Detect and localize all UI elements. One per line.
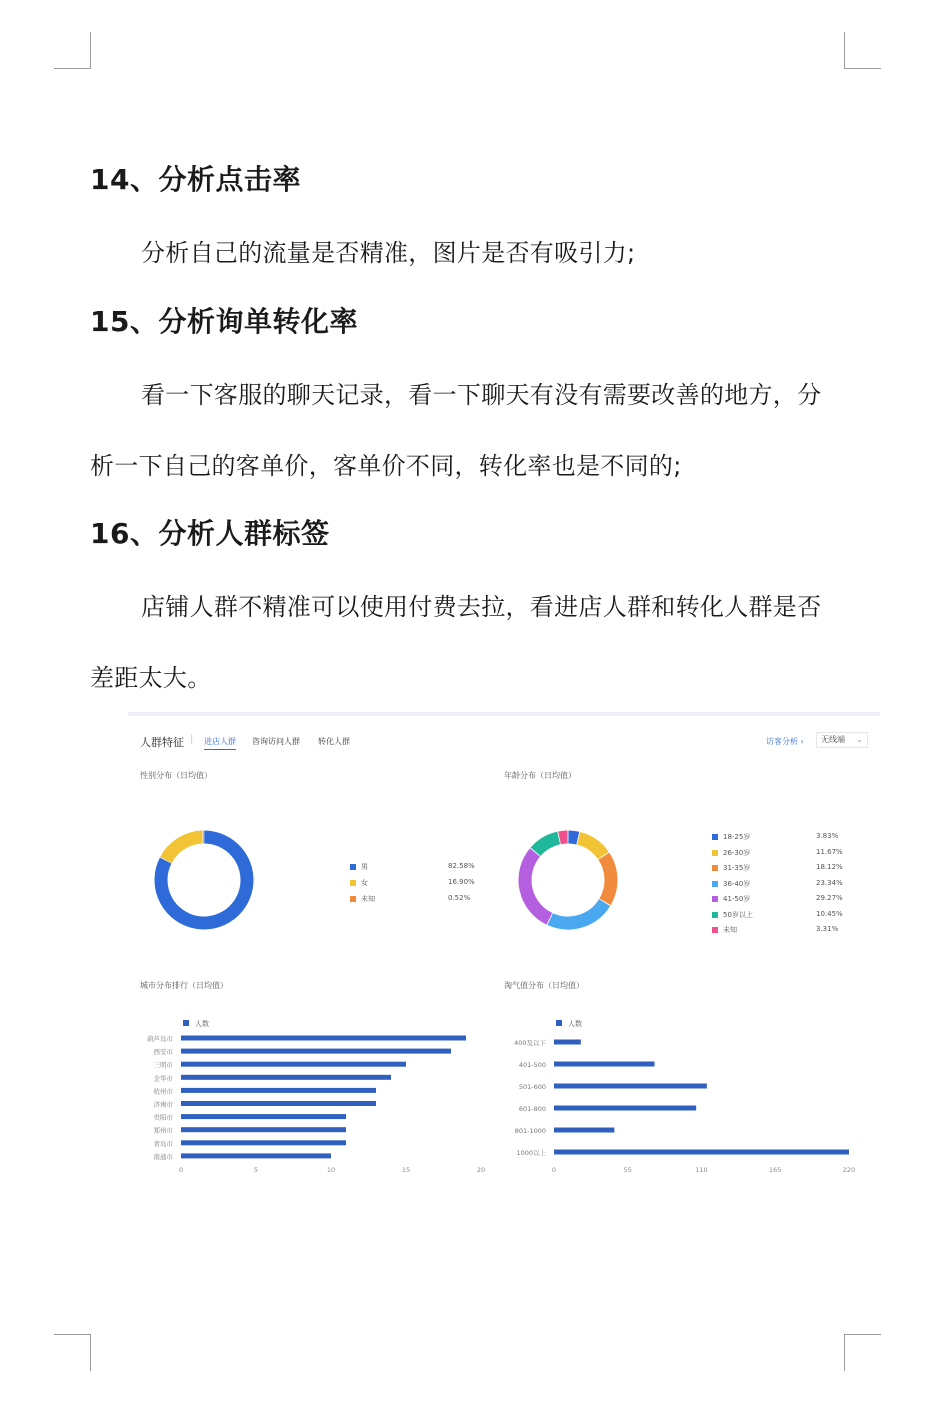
city-category-label: 葫芦岛市 — [147, 1035, 173, 1043]
city-category-label: 贵阳市 — [153, 1113, 173, 1122]
taoqi-legend-swatch — [556, 1020, 562, 1026]
taoqi-legend-label: 人数 — [568, 1020, 582, 1028]
heading-14: 14、分析点击率 — [90, 163, 301, 196]
taoqi-category-label: 400及以下 — [514, 1039, 546, 1047]
age-slice-4 — [525, 852, 549, 918]
gender-legend-item — [350, 862, 475, 872]
age-donut-chart — [512, 824, 624, 936]
gender-chart-title: 性别分布（日均值） — [140, 771, 212, 780]
city-tick-label: 20 — [476, 1165, 486, 1174]
city-bar — [181, 1114, 346, 1119]
taoqi-category-label: 401-500 — [518, 1061, 546, 1069]
age-legend-item — [712, 863, 843, 873]
age-legend-label: 50岁以上 — [723, 910, 753, 919]
device-select[interactable] — [816, 732, 868, 748]
paragraph-16-line-2: 差距太大。 — [90, 664, 212, 692]
city-category-label: 三明市 — [153, 1061, 173, 1070]
crowd-feature-dashboard — [128, 712, 880, 1184]
gender-legend-item — [350, 894, 471, 904]
heading-16: 16、分析人群标签 — [90, 517, 330, 550]
city-bar — [181, 1153, 331, 1158]
age-legend-percent: 18.12% — [816, 863, 843, 871]
city-tick-label: 10 — [326, 1165, 336, 1174]
city-category-label: 青岛市 — [153, 1139, 173, 1148]
age-legend-percent: 3.31% — [816, 925, 839, 933]
device-select-value: 无线端 — [821, 735, 845, 744]
chevron-down-icon: ⌄ — [856, 735, 863, 744]
taoqi-tick-label: 110 — [695, 1166, 708, 1174]
gender-donut-chart — [148, 824, 260, 936]
paragraph-14-line-1: 分析自己的流量是否精准，图片是否有吸引力; — [141, 239, 636, 267]
city-bar — [181, 1062, 406, 1067]
age-chart-title: 年龄分布（日均值） — [504, 771, 576, 780]
city-bar-chart — [128, 996, 498, 1182]
gender-legend-percent: 16.90% — [448, 878, 475, 886]
tab-converted-visitors[interactable]: 转化人群 — [318, 737, 350, 746]
gender-legend-swatch — [350, 864, 356, 870]
age-legend-swatch — [712, 896, 718, 902]
age-legend-swatch — [712, 881, 718, 887]
age-legend-item — [712, 847, 843, 858]
taoqi-bar — [554, 1106, 696, 1111]
paragraph-16-line-1: 店铺人群不精准可以使用付费去拉，看进店人群和转化人群是否 — [141, 593, 822, 621]
taoqi-category-label: 801-1000 — [514, 1127, 546, 1135]
gender-legend-item — [350, 878, 475, 888]
age-legend-label: 41-50岁 — [723, 895, 751, 903]
taoqi-bar — [554, 1040, 581, 1045]
taoqi-category-label: 501-600 — [518, 1083, 546, 1091]
taoqi-chart-title: 淘气值分布（日均值） — [504, 981, 584, 990]
city-chart-title: 城市分布排行（日均值） — [140, 981, 228, 990]
age-slice-0 — [568, 837, 577, 838]
age-legend-label: 31-35岁 — [723, 864, 751, 872]
age-slice-3 — [550, 903, 604, 923]
gender-legend-percent: 82.58% — [448, 862, 475, 870]
age-legend-percent: 11.67% — [816, 847, 843, 856]
gender-legend-label: 男 — [361, 863, 368, 871]
city-category-label: 金华市 — [153, 1074, 173, 1083]
crop-mark-top-right — [844, 32, 881, 69]
taoqi-tick-label: 220 — [842, 1166, 856, 1174]
city-legend-label: 人数 — [195, 1020, 209, 1028]
city-bar — [181, 1127, 346, 1132]
city-category-label: 杭州市 — [153, 1087, 173, 1096]
visitor-analysis-link[interactable]: 访客分析 › — [766, 737, 804, 746]
taoqi-bar-chart — [500, 996, 876, 1182]
gender-legend-swatch — [350, 880, 356, 886]
city-tick-label: 0 — [178, 1165, 184, 1174]
city-bar — [181, 1075, 391, 1080]
city-bar — [181, 1088, 376, 1093]
city-category-label: 西安市 — [153, 1048, 173, 1057]
age-legend-percent: 10.45% — [816, 909, 843, 918]
paragraph-15-line-2: 析一下自己的客单价，客单价不同，转化率也是不同的; — [90, 452, 682, 480]
city-tick-label: 15 — [401, 1165, 411, 1174]
gender-slice-1 — [166, 837, 202, 860]
city-legend-swatch — [183, 1020, 189, 1026]
age-legend-swatch — [712, 927, 718, 933]
crop-mark-top-left — [54, 32, 91, 69]
taoqi-bar — [554, 1062, 655, 1067]
gender-legend-percent: 0.52% — [448, 894, 471, 902]
city-category-label: 南通市 — [153, 1152, 173, 1161]
city-tick-label: 5 — [253, 1165, 259, 1174]
paragraph-15-line-1: 看一下客服的聊天记录，看一下聊天有没有需要改善的地方，分 — [141, 381, 822, 409]
taoqi-tick-label: 55 — [623, 1166, 632, 1174]
age-legend-label: 未知 — [723, 926, 737, 934]
city-category-label: 济南市 — [153, 1100, 173, 1109]
age-legend-swatch — [712, 850, 718, 856]
age-legend-percent: 29.27% — [816, 894, 843, 902]
age-legend-swatch — [712, 865, 718, 871]
age-slice-1 — [579, 838, 604, 855]
age-legend-label: 26-30岁 — [723, 848, 751, 857]
age-slice-6 — [560, 837, 568, 838]
age-legend-item — [712, 909, 843, 920]
age-legend-swatch — [712, 912, 718, 918]
tab-inquiry-visitors[interactable]: 咨询访问人群 — [252, 737, 300, 746]
age-legend-percent: 3.83% — [816, 832, 839, 840]
taoqi-category-label: 601-800 — [518, 1105, 546, 1113]
taoqi-bar — [554, 1150, 849, 1155]
taoqi-category-label: 1000以上 — [516, 1149, 546, 1157]
taoqi-bar — [554, 1084, 707, 1089]
age-legend-swatch — [712, 834, 718, 840]
age-legend-item — [712, 925, 839, 935]
age-legend-label: 36-40岁 — [723, 879, 751, 888]
city-bar — [181, 1049, 451, 1054]
tab-store-visitors[interactable]: 进店人群 — [204, 736, 236, 750]
city-bar — [181, 1101, 376, 1106]
city-bar — [181, 1140, 346, 1145]
taoqi-tick-label: 165 — [769, 1166, 782, 1174]
crop-mark-bottom-right — [844, 1334, 881, 1371]
city-bar — [181, 1036, 466, 1041]
age-slice-5 — [536, 838, 559, 852]
tab-separator: | — [190, 734, 194, 745]
taoqi-tick-label: 0 — [551, 1166, 557, 1174]
gender-legend-swatch — [350, 896, 356, 902]
city-category-label: 郑州市 — [153, 1126, 173, 1135]
age-legend-percent: 23.34% — [816, 878, 843, 887]
age-legend-item — [712, 894, 843, 904]
age-legend-item — [712, 878, 843, 889]
crop-mark-bottom-left — [54, 1334, 91, 1371]
age-legend-item — [712, 832, 839, 842]
age-legend-label: 18-25岁 — [723, 833, 751, 841]
gender-legend-label: 女 — [361, 879, 368, 887]
dashboard-title: 人群特征 — [140, 736, 184, 749]
taoqi-bar — [554, 1128, 614, 1133]
heading-15: 15、分析询单转化率 — [90, 305, 358, 338]
gender-legend-label: 未知 — [361, 895, 375, 903]
age-slice-2 — [604, 856, 611, 902]
